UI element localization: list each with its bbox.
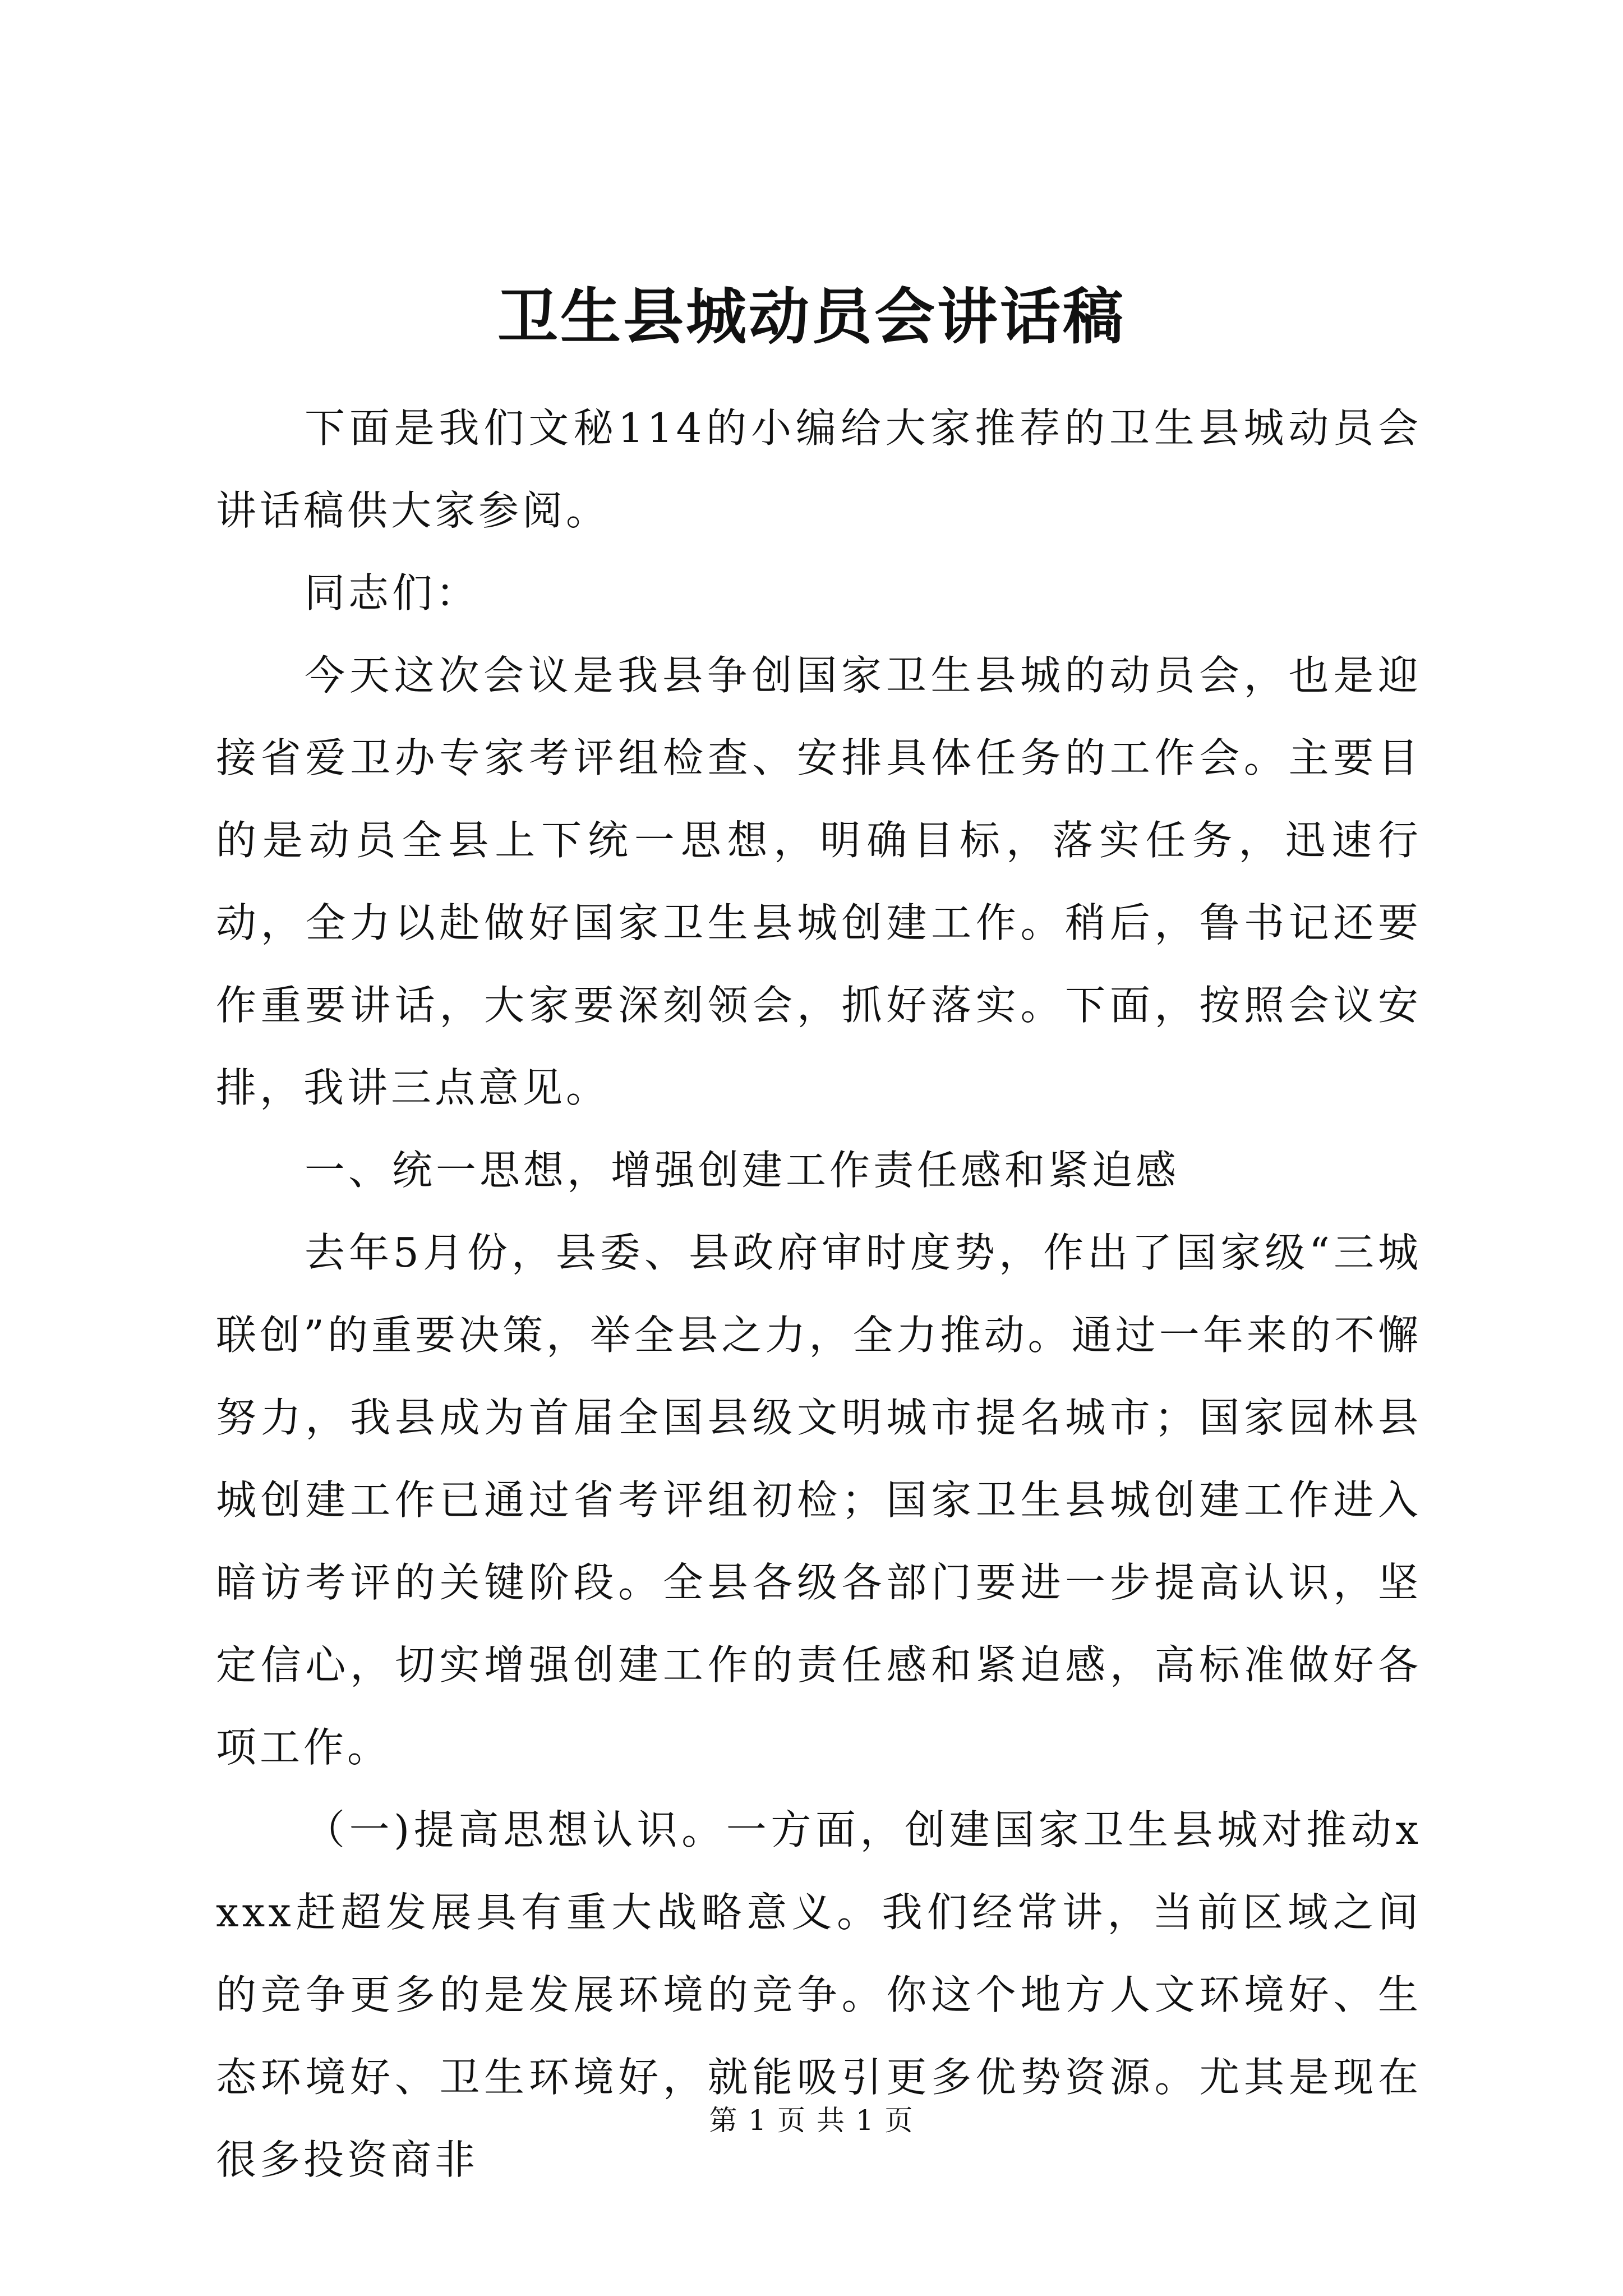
paragraph-intro: 下面是我们文秘114的小编给大家推荐的卫生县城动员会讲话稿供大家参阅。 xyxy=(216,404,1422,534)
paragraph-subpoint-1: （一)提高思想认识。一方面，创建国家卫生县城对推动xxxx赶超发展具有重大战略意义。我们经常讲，当前区域之间的竞争更多的是发展环境的竞争。你这个地方人文环境好、生态环境好、卫生环境好，就能吸引更多优势资源。尤其是现在很多投资商非 xyxy=(216,1806,1422,2183)
section-heading-1: 一、统一思想，增强创建工作责任感和紧迫感 xyxy=(305,1147,1180,1194)
document-title: 卫生县城动员会讲话稿 xyxy=(497,282,1126,352)
paragraph-salutation: 同志们： xyxy=(305,569,480,616)
paragraph-opening: 今天这次会议是我县争创国家卫生县城的动员会，也是迎接省爱卫办专家考评组检查、安排具体任务的工作会。主要目的是动员全县上下统一思想，明确目标，落实任务，迅速行动，全力以赴做好国家卫生县城创建工作。稍后，鲁书记还要作重要讲话，大家要深刻领会，抓好落实。下面，按照会议安排，我讲三点意见。 xyxy=(216,652,1422,1111)
paragraph-background: 去年5月份，县委、县政府审时度势，作出了国家级“三城联创”的重要决策，举全县之力，全力推动。通过一年来的不懈努力，我县成为首届全国县级文明城市提名城市；国家园林县城创建工作已通过省考评组初检；国家卫生县城创建工作进入暗访考评的关键阶段。全县各级各部门要进一步提高认识，坚定信心，切实增强创建工作的责任感和紧迫感，高标准做好各项工作。 xyxy=(216,1229,1422,1771)
document-body xyxy=(216,387,1422,2201)
page-footer: 第 1 页 共 1 页 xyxy=(709,2104,914,2137)
